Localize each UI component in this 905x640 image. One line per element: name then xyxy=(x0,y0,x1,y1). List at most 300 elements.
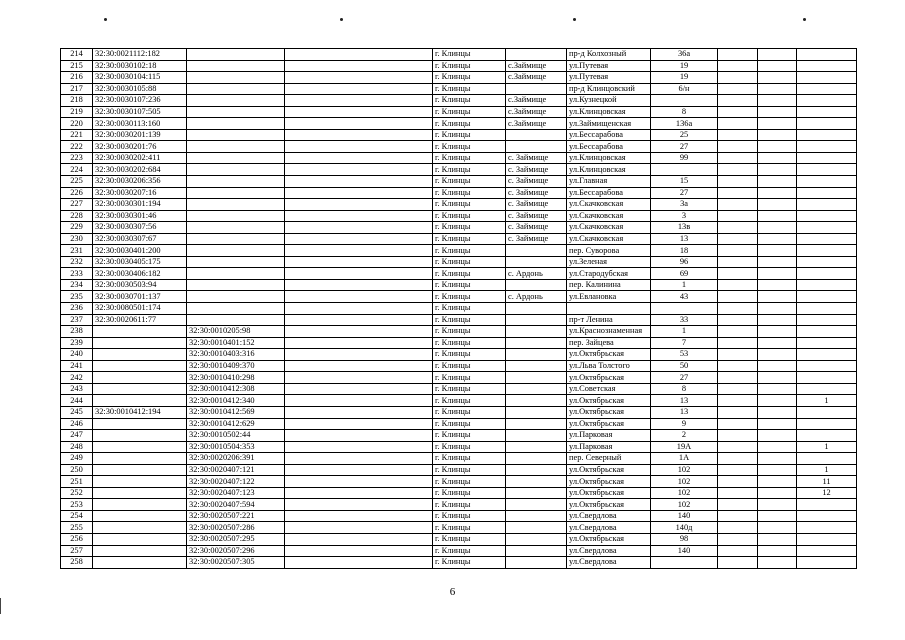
locality-cell: с. Займище xyxy=(506,222,567,234)
extra-cell xyxy=(758,476,797,488)
extra-cell xyxy=(718,441,758,453)
building-cadastral-number xyxy=(187,60,285,72)
row-number: 253 xyxy=(61,499,93,511)
extra-cell xyxy=(718,95,758,107)
street-cell xyxy=(567,303,651,315)
row-number: 230 xyxy=(61,233,93,245)
house-number-cell: 102 xyxy=(651,476,718,488)
house-number-cell: 8 xyxy=(651,106,718,118)
apartment-cell: 1 xyxy=(797,395,857,407)
row-number: 234 xyxy=(61,279,93,291)
building-cadastral-number: 32:30:0020407:122 xyxy=(187,476,285,488)
city-cell: г. Клинцы xyxy=(433,533,506,545)
extra-cell xyxy=(758,129,797,141)
extra-cell xyxy=(285,72,433,84)
apartment-cell xyxy=(797,279,857,291)
apartment-cell xyxy=(797,199,857,211)
locality-cell xyxy=(506,372,567,384)
apartment-cell: 1 xyxy=(797,441,857,453)
extra-cell xyxy=(718,383,758,395)
locality-cell xyxy=(506,441,567,453)
apartment-cell xyxy=(797,245,857,257)
extra-cell xyxy=(718,418,758,430)
building-cadastral-number: 32:30:0010412:569 xyxy=(187,406,285,418)
row-number: 252 xyxy=(61,487,93,499)
cadastral-number xyxy=(93,487,187,499)
house-number-cell: 13 xyxy=(651,395,718,407)
extra-cell xyxy=(285,418,433,430)
locality-cell xyxy=(506,314,567,326)
locality-cell xyxy=(506,533,567,545)
locality-cell xyxy=(506,129,567,141)
cadastral-number xyxy=(93,337,187,349)
extra-cell xyxy=(285,476,433,488)
building-cadastral-number: 32:30:0010403:316 xyxy=(187,349,285,361)
building-cadastral-number: 32:30:0020407:594 xyxy=(187,499,285,511)
extra-cell xyxy=(285,279,433,291)
row-number: 231 xyxy=(61,245,93,257)
table-row xyxy=(61,395,857,407)
extra-cell xyxy=(285,83,433,95)
cadastral-number: 32:30:0030202:684 xyxy=(93,164,187,176)
building-cadastral-number: 32:30:0020407:121 xyxy=(187,464,285,476)
apartment-cell xyxy=(797,72,857,84)
city-cell: г. Клинцы xyxy=(433,129,506,141)
building-cadastral-number: 32:30:0010502:44 xyxy=(187,430,285,442)
extra-cell xyxy=(758,545,797,557)
city-cell: г. Клинцы xyxy=(433,118,506,130)
cadastral-number xyxy=(93,476,187,488)
extra-cell xyxy=(285,383,433,395)
street-cell: ул.Евлановка xyxy=(567,291,651,303)
extra-cell xyxy=(758,303,797,315)
street-cell: ул.Льва Толстого xyxy=(567,360,651,372)
row-number: 232 xyxy=(61,256,93,268)
table-row xyxy=(61,349,857,361)
table-row xyxy=(61,383,857,395)
city-cell: г. Клинцы xyxy=(433,279,506,291)
table-row xyxy=(61,95,857,107)
extra-cell xyxy=(758,176,797,188)
house-number-cell: 102 xyxy=(651,499,718,511)
extra-cell xyxy=(758,95,797,107)
extra-cell xyxy=(718,557,758,569)
apartment-cell xyxy=(797,453,857,465)
locality-cell xyxy=(506,510,567,522)
extra-cell xyxy=(758,395,797,407)
city-cell: г. Клинцы xyxy=(433,314,506,326)
extra-cell xyxy=(758,106,797,118)
extra-cell xyxy=(718,268,758,280)
extra-cell xyxy=(758,337,797,349)
locality-cell xyxy=(506,83,567,95)
table-row xyxy=(61,557,857,569)
row-number: 247 xyxy=(61,430,93,442)
extra-cell xyxy=(285,441,433,453)
extra-cell xyxy=(758,49,797,61)
city-cell: г. Клинцы xyxy=(433,268,506,280)
house-number-cell: 140 xyxy=(651,510,718,522)
cadastral-number xyxy=(93,533,187,545)
table-row xyxy=(61,418,857,430)
house-number-cell: 6/н xyxy=(651,83,718,95)
building-cadastral-number xyxy=(187,83,285,95)
locality-cell xyxy=(506,464,567,476)
house-number-cell: 7 xyxy=(651,337,718,349)
house-number-cell xyxy=(651,95,718,107)
apartment-cell xyxy=(797,360,857,372)
extra-cell xyxy=(718,360,758,372)
apartment-cell xyxy=(797,176,857,188)
table-row xyxy=(61,256,857,268)
table-row xyxy=(61,49,857,61)
extra-cell xyxy=(758,557,797,569)
locality-cell xyxy=(506,256,567,268)
building-cadastral-number xyxy=(187,106,285,118)
city-cell: г. Клинцы xyxy=(433,360,506,372)
apartment-cell xyxy=(797,106,857,118)
row-number: 215 xyxy=(61,60,93,72)
building-cadastral-number: 32:30:0010412:340 xyxy=(187,395,285,407)
house-number-cell: 43 xyxy=(651,291,718,303)
city-cell: г. Клинцы xyxy=(433,510,506,522)
extra-cell xyxy=(758,72,797,84)
row-number: 245 xyxy=(61,406,93,418)
building-cadastral-number: 32:30:0020507:296 xyxy=(187,545,285,557)
locality-cell xyxy=(506,522,567,534)
locality-cell: с. Ардонь xyxy=(506,268,567,280)
extra-cell xyxy=(758,406,797,418)
extra-cell xyxy=(285,187,433,199)
building-cadastral-number: 32:30:0020507:286 xyxy=(187,522,285,534)
extra-cell xyxy=(718,510,758,522)
street-cell: пр-т Ленина xyxy=(567,314,651,326)
row-number: 225 xyxy=(61,176,93,188)
extra-cell xyxy=(718,499,758,511)
locality-cell xyxy=(506,360,567,372)
house-number-cell: 99 xyxy=(651,152,718,164)
table-row xyxy=(61,430,857,442)
apartment-cell xyxy=(797,545,857,557)
city-cell: г. Клинцы xyxy=(433,337,506,349)
house-number-cell: 27 xyxy=(651,187,718,199)
city-cell: г. Клинцы xyxy=(433,349,506,361)
table-row xyxy=(61,199,857,211)
extra-cell xyxy=(285,199,433,211)
street-cell: ул.Октябрьская xyxy=(567,418,651,430)
building-cadastral-number: 32:30:0010409:370 xyxy=(187,360,285,372)
row-number: 257 xyxy=(61,545,93,557)
extra-cell xyxy=(758,441,797,453)
street-cell: ул.Октябрьская xyxy=(567,349,651,361)
cadastral-number xyxy=(93,395,187,407)
cadastral-number: 32:30:0030201:76 xyxy=(93,141,187,153)
row-number: 226 xyxy=(61,187,93,199)
extra-cell xyxy=(285,60,433,72)
street-cell: ул.Займищенская xyxy=(567,118,651,130)
extra-cell xyxy=(718,349,758,361)
row-number: 224 xyxy=(61,164,93,176)
cadastral-number: 32:30:0030107:236 xyxy=(93,95,187,107)
locality-cell: с. Ардонь xyxy=(506,291,567,303)
extra-cell xyxy=(758,118,797,130)
cadastral-number: 32:30:0030206:356 xyxy=(93,176,187,188)
extra-cell xyxy=(285,487,433,499)
street-cell: ул.Главная xyxy=(567,176,651,188)
table-row xyxy=(61,245,857,257)
table-row xyxy=(61,510,857,522)
street-cell: ул.Скачковская xyxy=(567,199,651,211)
row-number: 237 xyxy=(61,314,93,326)
street-cell: ул.Октябрьская xyxy=(567,406,651,418)
city-cell: г. Клинцы xyxy=(433,210,506,222)
extra-cell xyxy=(718,129,758,141)
street-cell: ул.Скачковская xyxy=(567,222,651,234)
city-cell: г. Клинцы xyxy=(433,95,506,107)
cadastral-number: 32:30:0030701:137 xyxy=(93,291,187,303)
city-cell: г. Клинцы xyxy=(433,487,506,499)
extra-cell xyxy=(285,499,433,511)
table-row xyxy=(61,326,857,338)
city-cell: г. Клинцы xyxy=(433,406,506,418)
cadastral-number: 32:30:0080501:174 xyxy=(93,303,187,315)
row-number: 244 xyxy=(61,395,93,407)
extra-cell xyxy=(718,337,758,349)
extra-cell xyxy=(285,129,433,141)
row-number: 255 xyxy=(61,522,93,534)
row-number: 254 xyxy=(61,510,93,522)
street-cell: ул.Октябрьская xyxy=(567,499,651,511)
extra-cell xyxy=(718,49,758,61)
extra-cell xyxy=(758,268,797,280)
locality-cell: с. Займище xyxy=(506,164,567,176)
extra-cell xyxy=(285,95,433,107)
street-cell: ул.Кузнецкой xyxy=(567,95,651,107)
cadastral-number: 32:30:0030113:160 xyxy=(93,118,187,130)
locality-cell xyxy=(506,383,567,395)
table-row xyxy=(61,476,857,488)
extra-cell xyxy=(285,372,433,384)
building-cadastral-number xyxy=(187,291,285,303)
cadastral-number xyxy=(93,453,187,465)
cadastral-number: 32:30:0030401:200 xyxy=(93,245,187,257)
street-cell: ул.Октябрьская xyxy=(567,487,651,499)
city-cell: г. Клинцы xyxy=(433,245,506,257)
extra-cell xyxy=(758,152,797,164)
extra-cell xyxy=(285,164,433,176)
street-cell: ул.Свердлова xyxy=(567,545,651,557)
extra-cell xyxy=(285,464,433,476)
table-row xyxy=(61,129,857,141)
scan-dot xyxy=(803,18,806,21)
extra-cell xyxy=(758,60,797,72)
extra-cell xyxy=(285,395,433,407)
extra-cell xyxy=(758,199,797,211)
street-cell: пр-д Колхозный xyxy=(567,49,651,61)
apartment-cell xyxy=(797,349,857,361)
table-row xyxy=(61,60,857,72)
table-row xyxy=(61,118,857,130)
apartment-cell xyxy=(797,314,857,326)
cadastral-number: 32:30:0020611:77 xyxy=(93,314,187,326)
table-row xyxy=(61,303,857,315)
extra-cell xyxy=(718,372,758,384)
house-number-cell: 53 xyxy=(651,349,718,361)
extra-cell xyxy=(718,164,758,176)
street-cell: ул.Бессарабова xyxy=(567,187,651,199)
house-number-cell: 98 xyxy=(651,533,718,545)
row-number: 221 xyxy=(61,129,93,141)
table-row xyxy=(61,464,857,476)
table-row xyxy=(61,141,857,153)
city-cell: г. Клинцы xyxy=(433,441,506,453)
row-number: 241 xyxy=(61,360,93,372)
extra-cell xyxy=(285,360,433,372)
building-cadastral-number xyxy=(187,222,285,234)
house-number-cell: 19 xyxy=(651,60,718,72)
extra-cell xyxy=(718,141,758,153)
table-row xyxy=(61,233,857,245)
table-row xyxy=(61,279,857,291)
building-cadastral-number xyxy=(187,49,285,61)
city-cell: г. Клинцы xyxy=(433,430,506,442)
table-row xyxy=(61,83,857,95)
apartment-cell xyxy=(797,510,857,522)
cadastral-number xyxy=(93,499,187,511)
house-number-cell: 102 xyxy=(651,464,718,476)
street-cell: ул.Октябрьская xyxy=(567,476,651,488)
street-cell: ул.Клинцовская xyxy=(567,152,651,164)
street-cell: ул.Советская xyxy=(567,383,651,395)
extra-cell xyxy=(285,557,433,569)
building-cadastral-number: 32:30:0010412:629 xyxy=(187,418,285,430)
locality-cell xyxy=(506,245,567,257)
apartment-cell xyxy=(797,95,857,107)
extra-cell xyxy=(285,430,433,442)
house-number-cell: 8 xyxy=(651,383,718,395)
street-cell: пер. Калинина xyxy=(567,279,651,291)
extra-cell xyxy=(285,337,433,349)
apartment-cell xyxy=(797,210,857,222)
apartment-cell xyxy=(797,372,857,384)
table-body xyxy=(61,49,857,569)
city-cell: г. Клинцы xyxy=(433,49,506,61)
extra-cell xyxy=(758,314,797,326)
house-number-cell xyxy=(651,557,718,569)
apartment-cell xyxy=(797,418,857,430)
apartment-cell xyxy=(797,152,857,164)
cadastral-number: 32:30:0010412:194 xyxy=(93,406,187,418)
extra-cell xyxy=(758,291,797,303)
building-cadastral-number: 32:30:0020206:391 xyxy=(187,453,285,465)
cadastral-number: 32:30:0030301:194 xyxy=(93,199,187,211)
extra-cell xyxy=(718,487,758,499)
extra-cell xyxy=(758,222,797,234)
apartment-cell xyxy=(797,164,857,176)
extra-cell xyxy=(718,222,758,234)
street-cell: ул.Скачковская xyxy=(567,210,651,222)
apartment-cell xyxy=(797,337,857,349)
cadastral-number: 32:30:0030202:411 xyxy=(93,152,187,164)
building-cadastral-number: 32:30:0020407:123 xyxy=(187,487,285,499)
house-number-cell: 27 xyxy=(651,372,718,384)
cadastral-number: 32:30:0030107:505 xyxy=(93,106,187,118)
apartment-cell xyxy=(797,522,857,534)
extra-cell xyxy=(718,279,758,291)
cadastral-number: 32:30:0030405:175 xyxy=(93,256,187,268)
locality-cell xyxy=(506,141,567,153)
locality-cell xyxy=(506,326,567,338)
building-cadastral-number xyxy=(187,95,285,107)
building-cadastral-number xyxy=(187,233,285,245)
cadastral-number: 32:30:0030307:56 xyxy=(93,222,187,234)
city-cell: г. Клинцы xyxy=(433,499,506,511)
extra-cell xyxy=(285,245,433,257)
building-cadastral-number: 32:30:0020507:221 xyxy=(187,510,285,522)
apartment-cell xyxy=(797,499,857,511)
extra-cell xyxy=(285,291,433,303)
building-cadastral-number xyxy=(187,129,285,141)
table-row xyxy=(61,522,857,534)
extra-cell xyxy=(758,510,797,522)
row-number: 227 xyxy=(61,199,93,211)
street-cell: ул.Клинцовская xyxy=(567,164,651,176)
extra-cell xyxy=(718,464,758,476)
apartment-cell xyxy=(797,303,857,315)
cadastral-number xyxy=(93,545,187,557)
extra-cell xyxy=(758,383,797,395)
house-number-cell: 69 xyxy=(651,268,718,280)
table-row xyxy=(61,152,857,164)
street-cell: ул.Парковая xyxy=(567,441,651,453)
locality-cell xyxy=(506,406,567,418)
cadastral-number: 32:30:0030207:16 xyxy=(93,187,187,199)
locality-cell xyxy=(506,349,567,361)
extra-cell xyxy=(718,522,758,534)
extra-cell xyxy=(718,199,758,211)
building-cadastral-number xyxy=(187,268,285,280)
street-cell: ул.Путевая xyxy=(567,72,651,84)
apartment-cell xyxy=(797,557,857,569)
house-number-cell: 13в xyxy=(651,222,718,234)
cadastral-number: 32:30:0030406:182 xyxy=(93,268,187,280)
street-cell: ул.Зеленая xyxy=(567,256,651,268)
extra-cell xyxy=(758,245,797,257)
locality-cell xyxy=(506,337,567,349)
locality-cell: с. Займище xyxy=(506,152,567,164)
extra-cell xyxy=(718,72,758,84)
building-cadastral-number xyxy=(187,152,285,164)
city-cell: г. Клинцы xyxy=(433,372,506,384)
extra-cell xyxy=(285,453,433,465)
building-cadastral-number xyxy=(187,303,285,315)
table-row xyxy=(61,268,857,280)
cadastral-number xyxy=(93,383,187,395)
city-cell: г. Клинцы xyxy=(433,164,506,176)
cadastral-number xyxy=(93,522,187,534)
house-number-cell: 140 xyxy=(651,545,718,557)
locality-cell: с.Займище xyxy=(506,60,567,72)
apartment-cell xyxy=(797,233,857,245)
extra-cell xyxy=(758,430,797,442)
street-cell: ул.Путевая xyxy=(567,60,651,72)
building-cadastral-number: 32:30:0010401:152 xyxy=(187,337,285,349)
apartment-cell xyxy=(797,326,857,338)
extra-cell xyxy=(718,453,758,465)
house-number-cell: 140д xyxy=(651,522,718,534)
street-cell: ул.Парковая xyxy=(567,430,651,442)
table-row xyxy=(61,291,857,303)
